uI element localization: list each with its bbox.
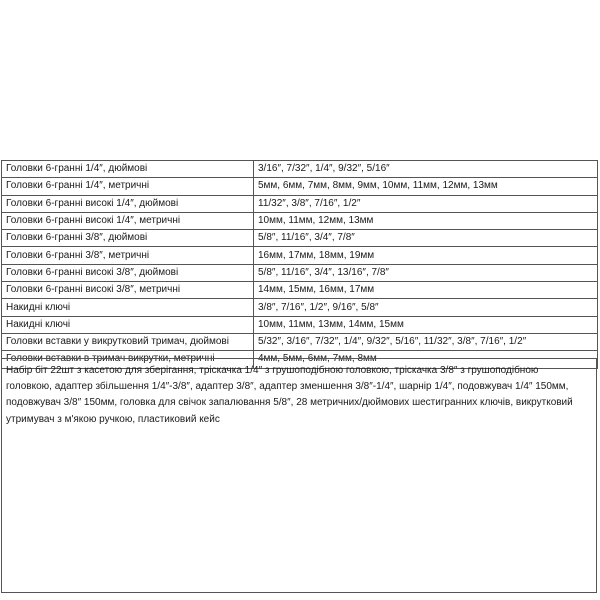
item-name-cell: Головки вставки у викрутковий тримач, дюймові: [2, 333, 254, 350]
item-sizes-cell: 16мм, 17мм, 18мм, 19мм: [254, 247, 598, 264]
table-row: [2, 264, 598, 281]
table-row: [2, 212, 598, 229]
item-name-cell: Головки 6-гранні високі 1/4″, метричні: [2, 212, 254, 229]
spec-table: [1, 160, 598, 369]
spec-table-body: [2, 161, 598, 369]
item-name-cell: Головки 6-гранні високі 1/4″, дюймові: [2, 195, 254, 212]
table-row: [2, 230, 598, 247]
item-name-cell: Головки вставки в тримач викрутки, метричні: [2, 351, 254, 368]
table-row: [2, 282, 598, 299]
table-row: [2, 299, 598, 316]
item-name-cell: Головки 6-гранні 3/8″, метричні: [2, 247, 254, 264]
item-sizes-cell: 14мм, 15мм, 16мм, 17мм: [254, 282, 598, 299]
item-sizes-cell: 10мм, 11мм, 12мм, 13мм: [254, 212, 598, 229]
item-name-cell: Головки 6-гранні 1/4″, дюймові: [2, 161, 254, 178]
table-row: [2, 316, 598, 333]
item-name-cell: Головки 6-гранні 1/4″, метричні: [2, 178, 254, 195]
item-name-cell: Головки 6-гранні високі 3/8″, дюймові: [2, 264, 254, 281]
item-sizes-cell: 3/16″, 7/32″, 1/4″, 9/32″, 5/16″: [254, 161, 598, 178]
set-contents-description: Набір біт 22шт з касетою для зберігання, тріскачка 1/4″ з грушоподібною головкою, тріскачка 3/8″ з грушоподібною головкою, адаптер збільшення 1/4″-3/8″, адаптер 3/8″, адаптер зменшення 3/8″-1/4″, шарнір 1/4″, подовжувач 1/4″ 150мм, подовжувач 3/8″ 150мм, головка для свічок запалювання 5/8″, 28 метричних/дюймових шестигранних ключів, викрутковий утримувач з м'якою ручкою, пластиковий кейс: [6, 365, 573, 425]
set-contents-box: [1, 358, 597, 593]
item-sizes-cell: 5мм, 6мм, 7мм, 8мм, 9мм, 10мм, 11мм, 12мм, 13мм: [254, 178, 598, 195]
item-name-cell: Накидні ключі: [2, 299, 254, 316]
item-sizes-cell: 10мм, 11мм, 13мм, 14мм, 15мм: [254, 316, 598, 333]
item-sizes-cell: 5/8″, 11/16″, 3/4″, 7/8″: [254, 230, 598, 247]
item-sizes-cell: 4мм, 5мм, 6мм, 7мм, 8мм: [254, 351, 598, 368]
item-name-cell: Головки 6-гранні 3/8″, дюймові: [2, 230, 254, 247]
table-row: [2, 161, 598, 178]
item-sizes-cell: 5/8″, 11/16″, 3/4″, 13/16″, 7/8″: [254, 264, 598, 281]
item-name-cell: Накидні ключі: [2, 316, 254, 333]
table-row: [2, 195, 598, 212]
table-row: [2, 178, 598, 195]
item-sizes-cell: 5/32″, 3/16″, 7/32″, 1/4″, 9/32″, 5/16″, 11/32″, 3/8″, 7/16″, 1/2″: [254, 333, 598, 350]
table-row: [2, 333, 598, 350]
item-sizes-cell: 11/32″, 3/8″, 7/16″, 1/2″: [254, 195, 598, 212]
item-name-cell: Головки 6-гранні високі 3/8″, метричні: [2, 282, 254, 299]
item-sizes-cell: 3/8″, 7/16″, 1/2″, 9/16″, 5/8″: [254, 299, 598, 316]
table-row: [2, 247, 598, 264]
